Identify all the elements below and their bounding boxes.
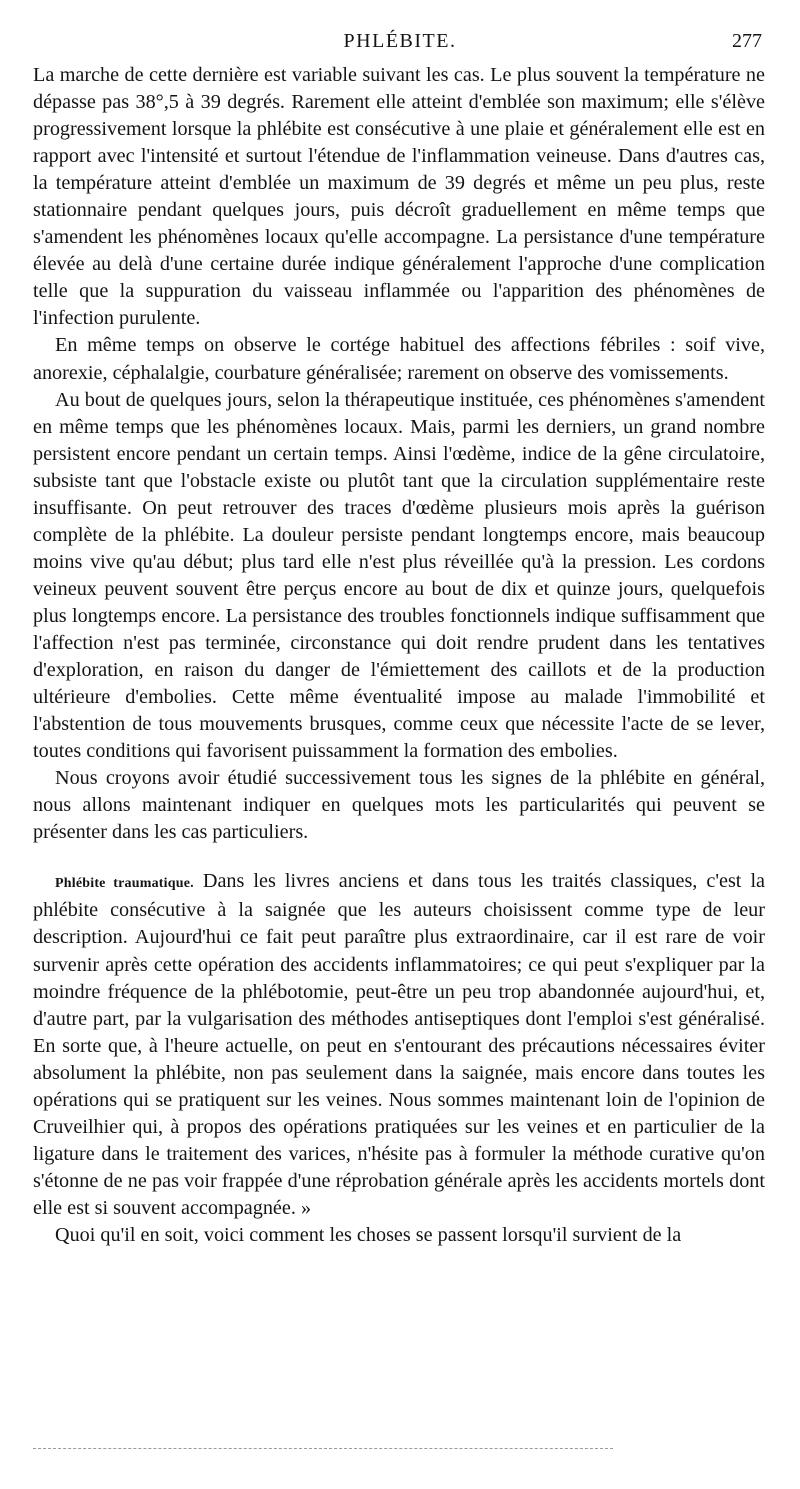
- page-header: [0, 30, 800, 60]
- last-paragraph: Quoi qu'il en soit, voici comment les choses se passent lorsqu'il survient de la: [55, 1223, 682, 1246]
- paragraph-1: La marche de cette dernière est variable suivant les cas. Le plus souvent la température ne dépasse pas 38°,5 à 39 degrés. Rarement elle atteint d'emblée son maximum; elle s'élève progressivement lorsque la phlébite est consécutive à une plaie et généralement elle est en rapport avec l'intensité et surtout l'étendue de l'inflammation veineuse. Dans d'autres cas, la température atteint d'emblée un maximum de 39 degrés et même un peu plus, reste stationnaire pendant quelques jours, puis décroît graduellement en même temps que s'amendent les phénomènes locaux qu'elle accompagne. La persistance d'une température élevée au delà d'une certaine durée indique généralement l'approche d'une complication telle que la suppuration du vaisseau inflammée ou l'apparition des phénomènes de l'infection purulente.: [33, 64, 765, 330]
- running-title: PHLÉBITE.: [343, 30, 457, 52]
- footer-rule: [33, 1448, 613, 1449]
- section-paragraph: [33, 868, 765, 1222]
- paragraph-4: Nous croyons avoir étudié successivement tous les signes de la phlébite en général, nous allons maintenant indiquer en quelques mots les particularités qui peuvent se présenter dans les cas particuliers.: [33, 767, 765, 844]
- page-body: [33, 62, 765, 1249]
- section-paragraph-text: Dans les livres anciens et dans tous les traités classiques, c'est la phlébite consécutive à la saignée que les auteurs choisissent comme type de leur description. Aujourd'hui ce fait peut paraître plus extraordinaire, car il est rare de voir survenir après cette opération des accidents inflammatoires; ce qui peut s'expliquer par la moindre fréquence de la phlébotomie, peut-être un peu trop abandonnée aujourd'hui, et, d'autre part, par la vulgarisation des méthodes antiseptiques dont l'emploi s'est généralisé. En sorte que, à l'heure actuelle, on peut en s'entourant des précautions nécessaires éviter absolument la phlébite, non pas seulement dans la saignée, mais encore dans toutes les opérations qui se pratiquent sur les veines. Nous sommes maintenant loin de l'opinion de Cruveilhier qui, à propos des opérations pratiquées sur les veines et en particulier de la ligature dans le traitement des varices, n'hésite pas à formuler la méthode curative qu'on s'étonne de ne pas voir frappée d'une réprobation générale après les accidents mortels dont elle est si souvent accompagnée. »: [33, 870, 766, 1219]
- paragraph-2: En même temps on observe le cortége habituel des affections fébriles : soif vive, anorexie, céphalalgie, courbature généralisée; rarement on observe des vomissements.: [33, 334, 765, 384]
- section-subheading: Phlébite traumatique.: [55, 876, 194, 892]
- page-number: 277: [732, 30, 762, 52]
- paragraph-3: Au bout de quelques jours, selon la thérapeutique instituée, ces phénomènes s'amendent en même temps que les phénomènes locaux. Mais, parmi les derniers, un grand nombre persistent encore pendant un certain temps. Ainsi l'œdème, indice de la gêne circulatoire, subsiste tant que l'obstacle existe ou plutôt tant que la circulation supplémentaire reste insuffisante. On peut retrouver des traces d'œdème plusieurs mois après la guérison complète de la phlébite. La douleur persiste pendant longtemps encore, mais beaucoup moins vive qu'au début; plus tard elle n'est plus réveillée qu'à la pression. Les cordons veineux peuvent souvent être perçus encore au bout de dix et quinze jours, quelquefois plus longtemps encore. La persistance des troubles fonctionnels indique suffisamment que l'affection n'est pas terminée, circonstance qui doit rendre prudent dans les tentatives d'exploration, en raison du danger de l'émiettement des caillots et de la production ultérieure d'embolies. Cette même éventualité impose au malade l'immobilité et l'abstention de tous mouvements brusques, comme ceux que nécessite l'acte de se lever, toutes conditions qui favorisent puissamment la formation des embolies.: [33, 388, 765, 763]
